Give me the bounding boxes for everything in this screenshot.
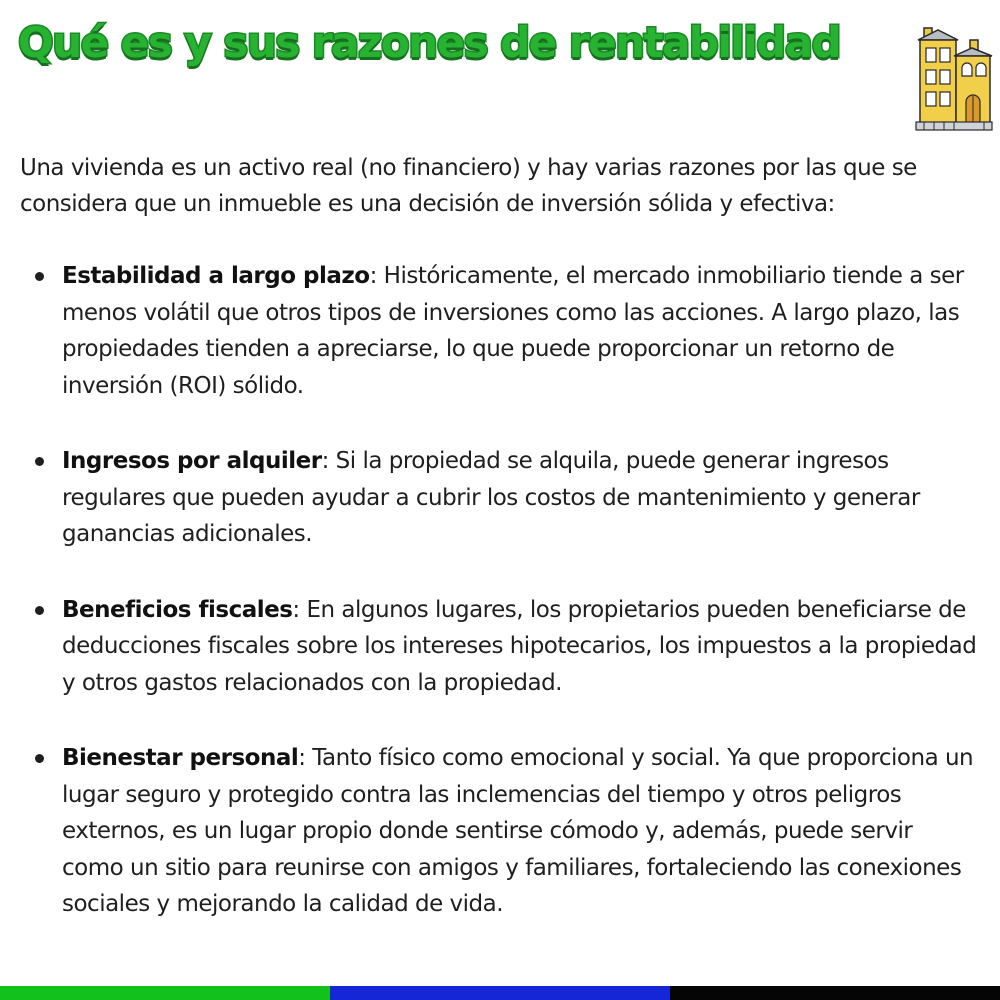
bullet-icon xyxy=(35,606,44,615)
bullet-text: : Si la propiedad se alquila, puede generar ingresos regulares que pueden ayudar a cubrir los costos de mantenimiento y generar ganancias adicionales. xyxy=(62,448,920,547)
reasons-list xyxy=(20,258,980,923)
bullet-term: Ingresos por alquiler xyxy=(62,448,322,474)
footer-bar-blue xyxy=(330,986,670,1000)
page-title: Qué es y sus razones de rentabilidad xyxy=(18,18,841,67)
bullet-icon xyxy=(35,272,44,281)
bullet-term: Estabilidad a largo plazo xyxy=(62,263,370,289)
bullet-icon xyxy=(35,754,44,763)
bullet-text: : Tanto físico como emocional y social. Ya que proporciona un lugar seguro y protegido contra las inclemencias del tiempo y otros peligros externos, es un lugar propio donde sentirse cómodo y, además, puede servir como un sitio para reunirse con amigos y familiares, fortaleciendo las conexiones sociales y mejorando la calidad de vida. xyxy=(62,745,974,917)
intro-paragraph: Una vivienda es un activo real (no financiero) y hay varias razones por las que se considera que un inmueble es una decisión de inversión sólida y efectiva: xyxy=(20,155,917,217)
bullet-text: : En algunos lugares, los propietarios pueden beneficiarse de deducciones fiscales sobre los intereses hipotecarios, los impuestos a la propiedad y otros gastos relacionados con la propiedad. xyxy=(62,596,977,696)
bullet-icon xyxy=(35,457,44,466)
bullet-text: : Históricamente, el mercado inmobiliario tiende a ser menos volátil que otros tipos de inversiones como las acciones. A largo plazo, las propiedades tienden a apreciarse, lo que puede proporcionar un retorno de inversión (ROI) sólido. xyxy=(62,263,964,399)
footer-color-bar xyxy=(0,986,1000,1000)
list-item xyxy=(20,740,980,923)
house-illustration-icon xyxy=(914,26,994,132)
bullet-term: Bienestar personal xyxy=(62,745,299,771)
footer-bar-black xyxy=(670,986,1000,1000)
bullet-term: Beneficios fiscales xyxy=(62,596,293,623)
list-item xyxy=(20,258,980,404)
list-item xyxy=(20,592,980,702)
footer-bar-green xyxy=(0,986,330,1000)
list-item xyxy=(20,443,980,553)
